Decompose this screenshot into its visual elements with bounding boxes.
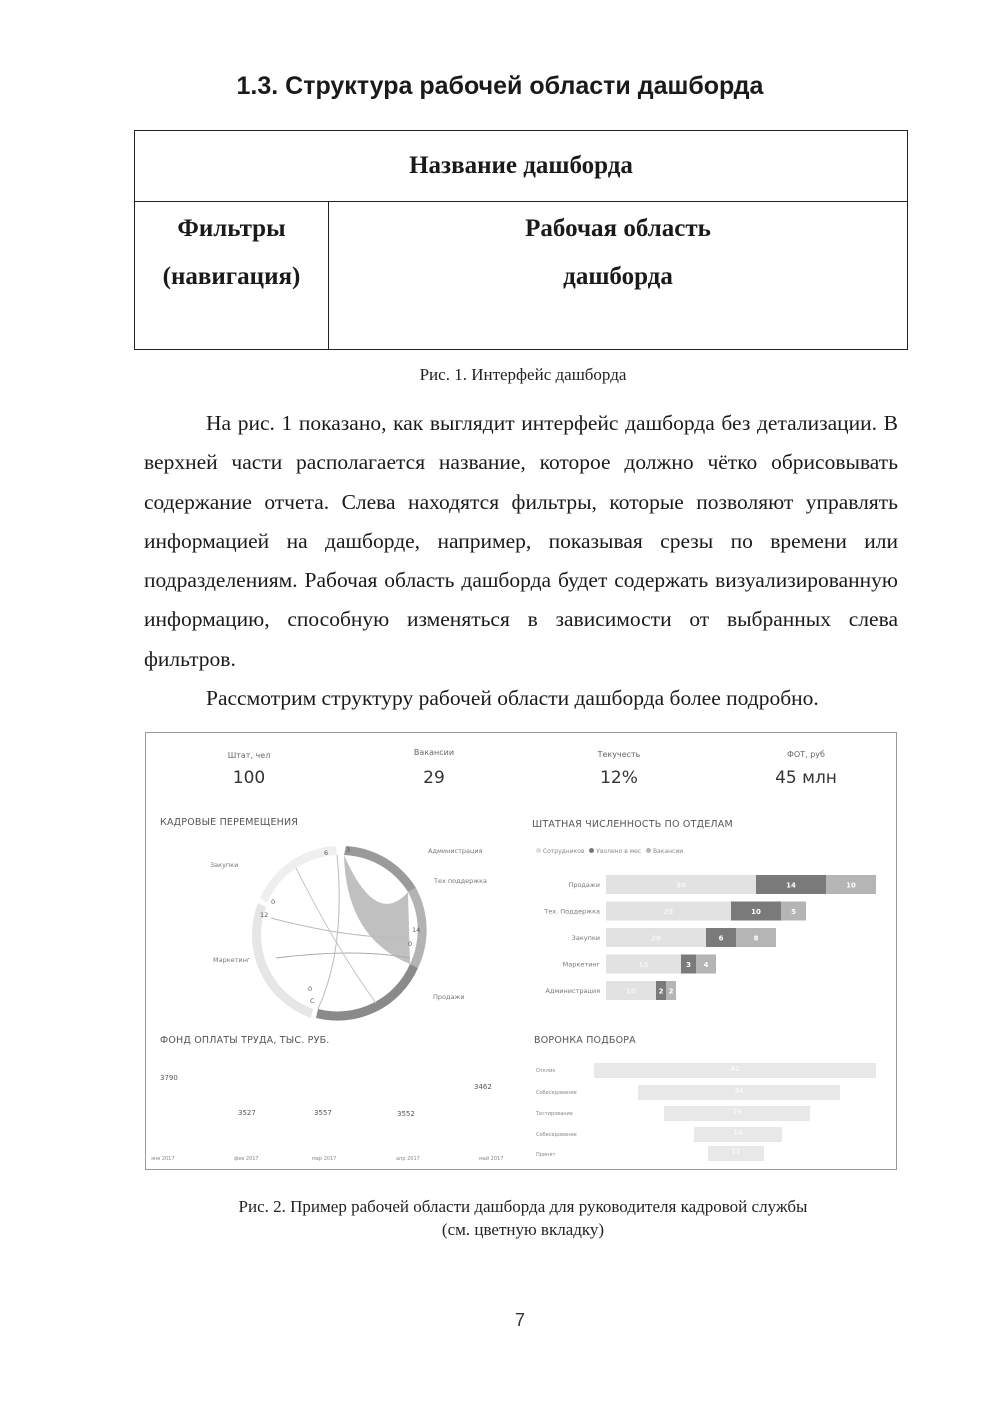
funnel-stage-label: Тестирование — [536, 1111, 573, 1117]
chord-number: 3 — [346, 846, 351, 854]
headcount-category-label: Закупки — [571, 934, 600, 942]
headcount-bar-label: 10 — [751, 908, 761, 916]
filters-label: Фильтры — [177, 215, 286, 242]
layout-workspace-cell — [329, 201, 907, 349]
funnel-bar — [708, 1146, 764, 1161]
kpi-headcount-value: 100 — [232, 768, 266, 788]
headcount-bar-label: 8 — [753, 934, 759, 943]
payroll-month: янв 2017 — [151, 1156, 175, 1162]
chord-arc-sales — [316, 964, 418, 1021]
headcount-bar-label: 3 — [686, 961, 691, 969]
chord-number: 0 — [408, 940, 413, 948]
funnel-stage-label: Отклик — [536, 1068, 556, 1074]
figure-1-caption: Рис. 1. Интерфейс дашборда — [419, 365, 627, 384]
chord-title: КАДРОВЫЕ ПЕРЕМЕЩЕНИЯ — [160, 817, 299, 828]
workspace-label-line2: дашборда — [563, 263, 673, 290]
headcount-bar-label: 6 — [718, 934, 724, 943]
chord-arc-marketing — [252, 903, 313, 1018]
layout-filters-cell — [135, 201, 329, 349]
payroll-month: мар 2017 — [312, 1156, 337, 1162]
paragraph-1: На рис. 1 показано, как выглядит интерфейс дашборда без детализации. В верхней части располагается название, которое должно чётко обрисовывать содержание отчета. Слева находятся фильтры, которые позволяют управлять информацией на дашборде, например, показывая срезы по времени или подразделениям. Рабочая область дашборда будет содержать визуализированную информацию, способную изменяться в зависимости от выбранных слева фильтров. — [144, 411, 898, 671]
headcount-bar-label: 14 — [786, 881, 796, 890]
headcount-legend — [536, 848, 683, 855]
headcount-bar-chart — [516, 871, 886, 1006]
kpi-payroll-label: ФОТ, руб — [787, 750, 825, 759]
kpi-vacancies-label: Вакансии — [413, 748, 455, 757]
funnel-stage-label: Принят — [536, 1152, 556, 1158]
funnel-bar — [594, 1063, 876, 1078]
chord-label-support: Тех поддержка — [434, 877, 487, 885]
headcount-title: ШТАТНАЯ ЧИСЛЕННОСТЬ ПО ОТДЕЛАМ — [532, 819, 733, 830]
payroll-value: 3552 — [397, 1110, 415, 1118]
legend-vacancies: Вакансии — [653, 848, 684, 855]
chord-number: 14 — [412, 926, 421, 934]
funnel-bar-value: 11 — [731, 1148, 741, 1156]
legend-fired: Уволено в мес — [596, 848, 642, 855]
payroll-title: ФОНД ОПЛАТЫ ТРУДА, ТЫС. РУБ. — [160, 1035, 330, 1046]
chord-label-sales: Продажи — [433, 993, 465, 1001]
kpi-headcount-label: Штат, чел — [227, 751, 271, 760]
dashboard-example — [145, 732, 897, 1170]
funnel-bar-value: 19 — [732, 1108, 742, 1116]
headcount-bar-label: 30 — [676, 881, 686, 890]
headcount-category-label: Маркетинг — [562, 960, 600, 969]
funnel-bar-value: 41 — [730, 1065, 740, 1073]
headcount-category-label: Продажи — [568, 881, 600, 889]
headcount-category-label: Тех. Поддержка — [544, 907, 600, 916]
legend-dot-icon — [646, 848, 651, 853]
payroll-value: 3462 — [474, 1083, 492, 1091]
kpi-turnover-value: 12% — [600, 768, 638, 788]
chord-diagram — [146, 828, 506, 1028]
workspace-label-line1: Рабочая область — [525, 215, 711, 242]
funnel-bar — [664, 1106, 810, 1121]
headcount-bar-label: 10 — [846, 881, 856, 890]
funnel-bar-value: 34 — [734, 1087, 744, 1095]
page-number: 7 — [514, 1310, 525, 1330]
kpi-payroll-value: 45 млн — [775, 768, 837, 788]
chord-label-purchases: Закупки — [210, 861, 239, 869]
payroll-value: 3527 — [238, 1109, 256, 1117]
payroll-month: апр 2017 — [396, 1156, 420, 1162]
kpi-turnover-label: Текучесть — [597, 750, 641, 759]
headcount-category-label: Администрация — [545, 987, 600, 995]
headcount-bar-label: 15 — [638, 961, 649, 969]
payroll-value: 3790 — [160, 1074, 178, 1082]
funnel-bar-value: 14 — [733, 1129, 743, 1137]
chord-number: 6 — [324, 849, 329, 857]
chord-label-admin: Администрация — [428, 847, 483, 855]
chord-number: 0 — [308, 985, 313, 993]
payroll-month: май 2017 — [479, 1156, 504, 1162]
headcount-bar-label: 4 — [703, 961, 709, 969]
payroll-value: 3557 — [314, 1109, 332, 1117]
funnel-bar — [694, 1127, 782, 1142]
chord-number: 0 — [271, 898, 276, 906]
layout-title-cell: Название дашборда — [135, 131, 907, 202]
legend-employees: Сотрудников — [542, 848, 585, 855]
headcount-bar-label: 2 — [658, 987, 664, 996]
headcount-bar-label: 25 — [663, 908, 674, 916]
dashboard-layout-diagram — [134, 130, 908, 350]
kpi-vacancies-value: 29 — [423, 768, 445, 788]
headcount-bar-label: 10 — [626, 987, 636, 996]
chord-number: 12 — [260, 911, 269, 919]
body-text — [144, 404, 898, 718]
funnel-stage-label: Собеседование — [536, 1090, 577, 1096]
funnel-title: ВОРОНКА ПОДБОРА — [534, 1035, 636, 1046]
headcount-bar-label: 5 — [791, 908, 796, 916]
funnel-bar — [638, 1085, 840, 1100]
funnel-stage-label: Собеседование — [536, 1132, 577, 1138]
filters-sublabel: (навигация) — [162, 263, 301, 290]
figure-2-caption-line1: Рис. 2. Пример рабочей области дашборда для руководителя кадровой службы — [238, 1197, 808, 1216]
paragraph-2: Рассмотрим структуру рабочей области дашборда более подробно. — [206, 686, 819, 711]
legend-dot-icon — [589, 848, 594, 853]
section-heading: 1.3. Структура рабочей области дашборда — [236, 72, 764, 100]
headcount-bar-label: 20 — [651, 934, 661, 943]
chord-label-marketing: Маркетинг — [213, 956, 251, 964]
figure-2-caption-line2: (см. цветную вкладку) — [441, 1220, 605, 1239]
chord-number: C — [310, 997, 315, 1005]
legend-dot-icon — [536, 848, 541, 853]
payroll-month: фев 2017 — [234, 1156, 259, 1162]
headcount-bar-label: 2 — [668, 987, 674, 996]
